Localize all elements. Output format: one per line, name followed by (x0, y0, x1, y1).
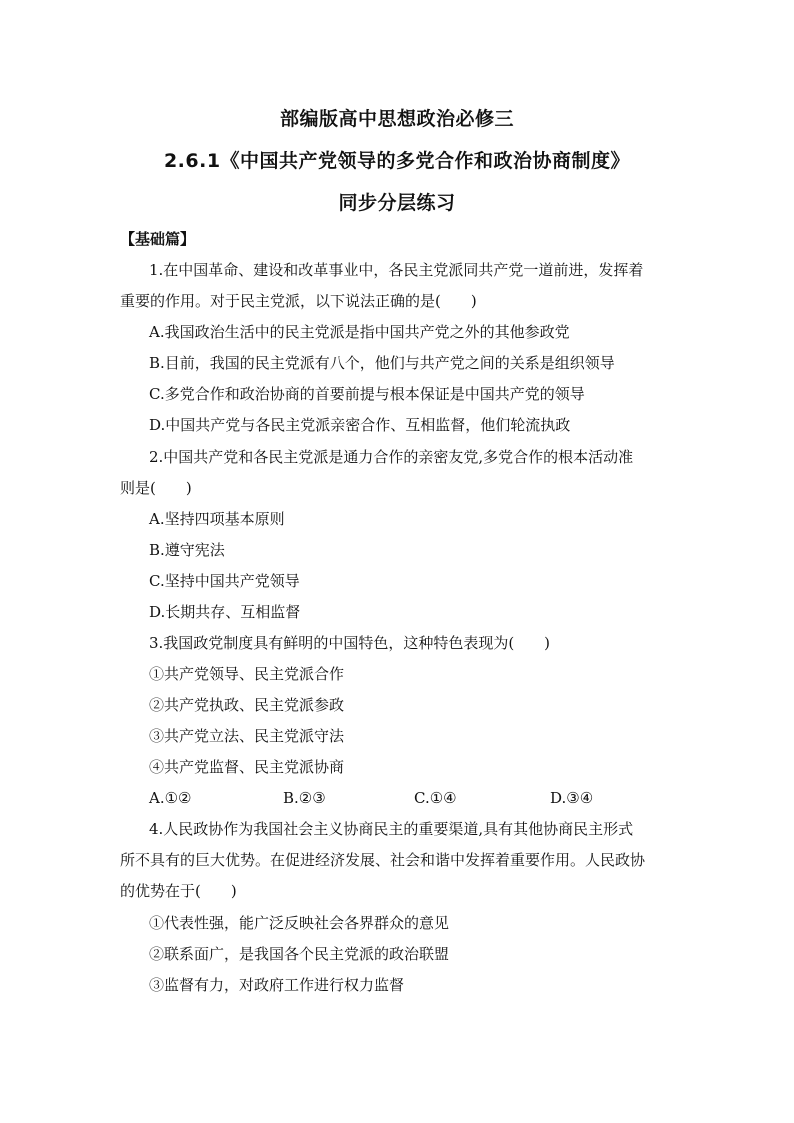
q3-choice-b: B.②③ (283, 789, 326, 807)
q4-stem-line2: 所不具有的巨大优势。在促进经济发展、社会和谐中发挥着重要作用。人民政协 (120, 851, 646, 869)
q1-stem-line1: 1.在中国革命、建设和改革事业中，各民主党派同共产党一道前进，发挥着 (149, 261, 644, 279)
q3-choice-a: A.①② (149, 789, 192, 807)
q2-stem-line1: 2.中国共产党和各民主党派是通力合作的亲密友党,多党合作的根本活动准 (149, 448, 634, 466)
q4-stem-line3: 的优势在于( ) (120, 882, 237, 900)
q1-option-d: D.中国共产党与各民主党派亲密合作、互相监督，他们轮流执政 (149, 416, 571, 434)
q2-option-c: C.坚持中国共产党领导 (149, 572, 300, 590)
q4-stem-line1: 4.人民政协作为我国社会主义协商民主的重要渠道,具有其他协商民主形式 (149, 820, 634, 838)
q3-item-1: ①共产党领导、民主党派合作 (149, 665, 345, 683)
q3-item-2: ②共产党执政、民主党派参政 (149, 696, 345, 714)
exercise-subtitle: 同步分层练习 (338, 192, 456, 214)
section-label: 【基础篇】 (120, 230, 196, 248)
q3-choice-d: D.③④ (550, 789, 594, 807)
document-title: 部编版高中思想政治必修三 (279, 108, 514, 130)
q1-option-c: C.多党合作和政治协商的首要前提与根本保证是中国共产党的领导 (149, 385, 585, 403)
q4-item-1: ①代表性强，能广泛反映社会各界群众的意见 (149, 914, 450, 932)
q4-item-2: ②联系面广，是我国各个民主党派的政治联盟 (149, 945, 450, 963)
q3-choice-c: C.①④ (414, 789, 457, 807)
q1-stem-line2: 重要的作用。对于民主党派，以下说法正确的是( ) (120, 292, 477, 310)
q2-option-b: B.遵守宪法 (149, 541, 225, 559)
q2-option-d: D.长期共存、互相监督 (149, 603, 301, 621)
q2-stem-line2: 则是( ) (120, 479, 192, 497)
q4-item-3: ③监督有力，对政府工作进行权力监督 (149, 976, 405, 994)
lesson-title: 2.6.1《中国共产党领导的多党合作和政治协商制度》 (163, 150, 631, 172)
q1-option-a: A.我国政治生活中的民主党派是指中国共产党之外的其他参政党 (149, 323, 570, 341)
q3-item-3: ③共产党立法、民主党派守法 (149, 727, 345, 745)
q1-option-b: B.目前，我国的民主党派有八个，他们与共产党之间的关系是组织领导 (149, 354, 615, 372)
q3-stem: 3.我国政党制度具有鲜明的中国特色，这种特色表现为( ) (149, 634, 551, 652)
q2-option-a: A.坚持四项基本原则 (149, 510, 285, 528)
q3-item-4: ④共产党监督、民主党派协商 (149, 758, 345, 776)
